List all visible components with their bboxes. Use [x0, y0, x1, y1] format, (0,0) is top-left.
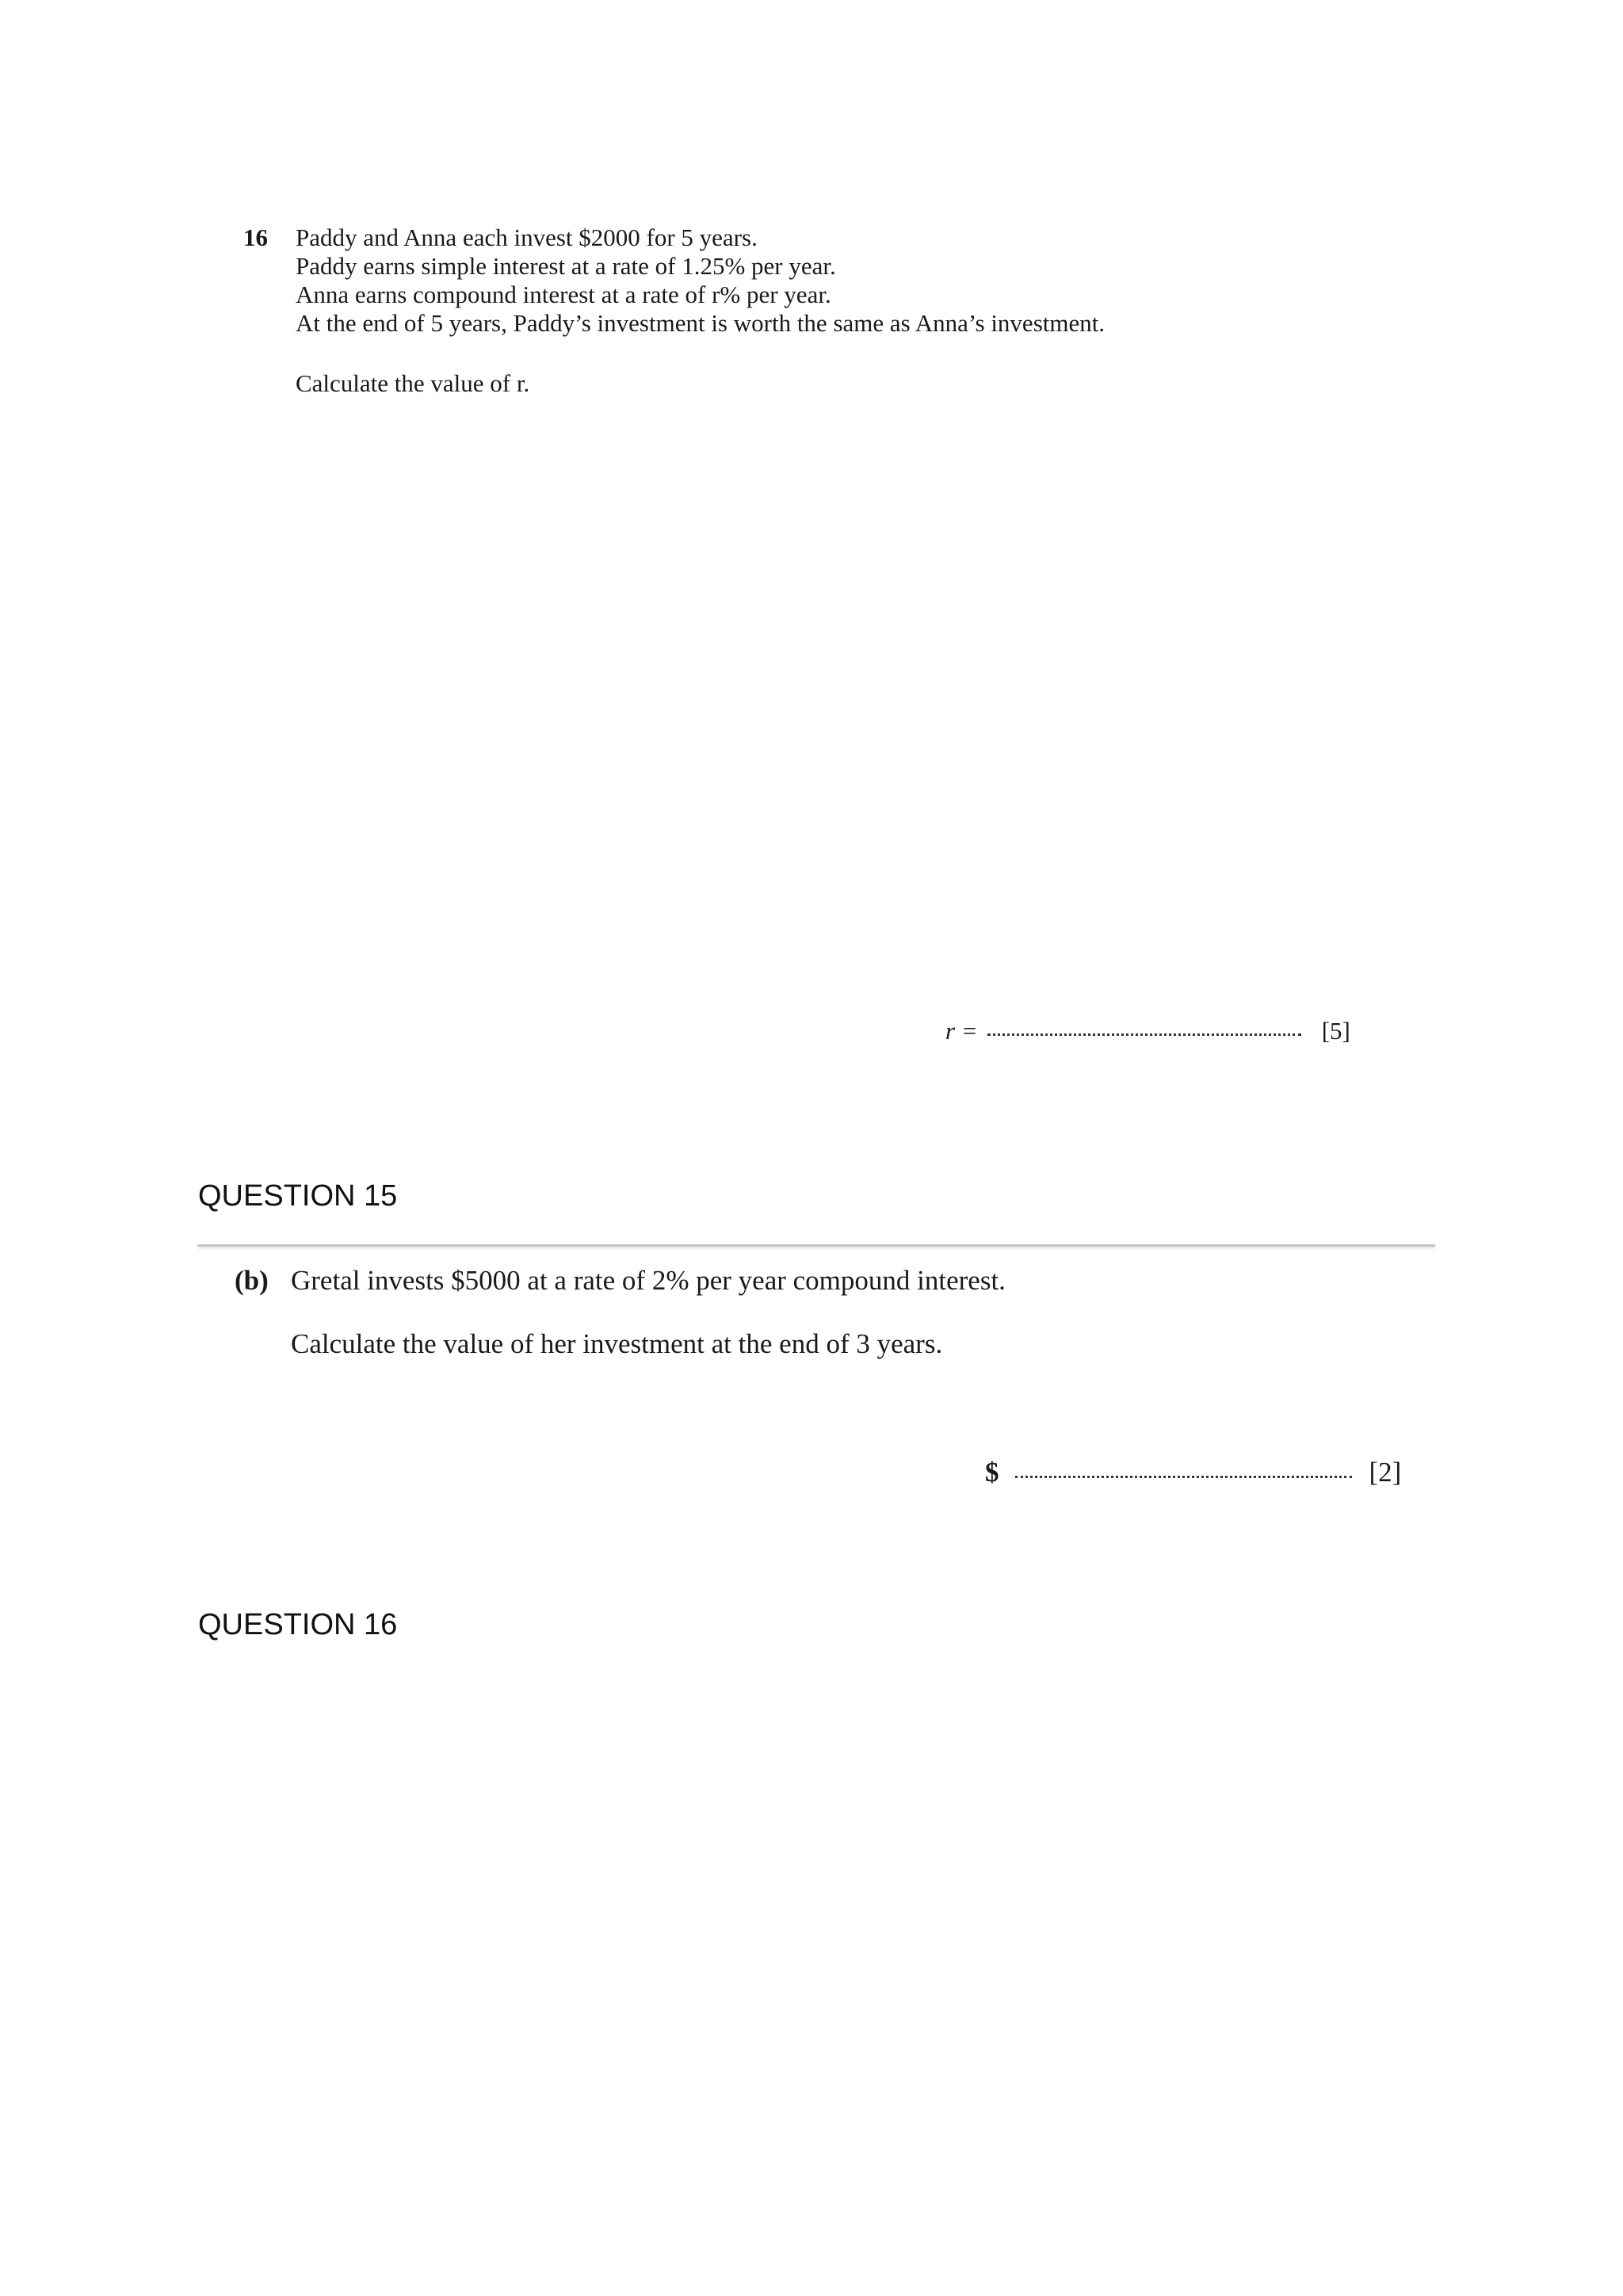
marks-label: [5]: [1321, 1017, 1350, 1045]
question-line: At the end of 5 years, Paddy’s investment is worth the same as Anna’s investment.: [296, 309, 1106, 337]
question-instruction: Calculate the value of her investment at the end of 3 years.: [291, 1328, 943, 1359]
question-line: Paddy earns simple interest at a rate of 1.25% per year.: [296, 252, 836, 280]
section-label-question-16: QUESTION 16: [198, 1608, 398, 1641]
question-16-text: [296, 223, 1484, 338]
marks-label: [2]: [1369, 1457, 1402, 1488]
divider: [197, 1244, 1435, 1247]
answer-prefix: $: [985, 1457, 999, 1488]
question-line: Anna earns compound interest at a rate of r% per year.: [296, 281, 831, 308]
part-label: (b): [235, 1265, 269, 1296]
question-number: 16: [243, 223, 268, 251]
answer-prefix: r =: [945, 1017, 978, 1045]
answer-dotted-line: [1015, 1476, 1352, 1478]
question-instruction: Calculate the value of r.: [296, 369, 530, 397]
answer-line: [945, 1017, 1350, 1045]
answer-line: [985, 1457, 1401, 1488]
answer-dotted-line: [987, 1033, 1301, 1036]
question-15b-text: Gretal invests $5000 at a rate of 2% per year compound interest.: [291, 1265, 1006, 1296]
question-line: Paddy and Anna each invest $2000 for 5 years.: [296, 223, 758, 251]
section-label-question-15: QUESTION 15: [198, 1179, 398, 1213]
